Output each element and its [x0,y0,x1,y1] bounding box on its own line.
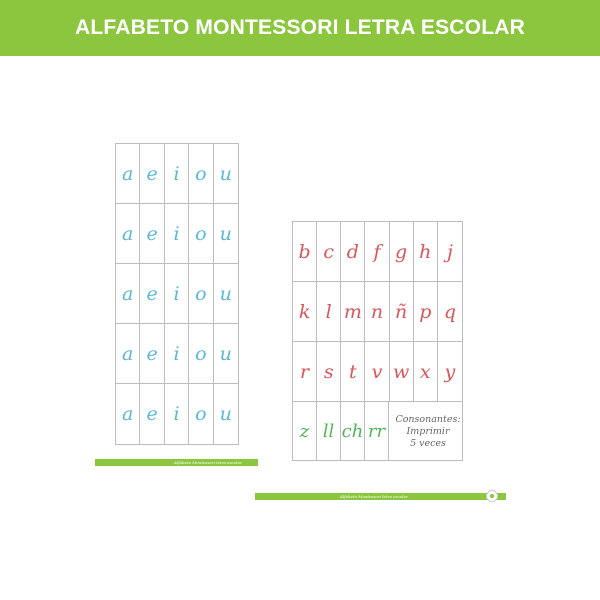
title-banner [0,0,600,56]
vowel-card: i [165,204,189,264]
vowel-card: e [140,264,164,324]
digraph-card: ll [317,402,341,460]
consonant-card: c [317,222,341,282]
vowel-card: e [140,144,164,204]
print-instructions-line: Imprimir [406,426,450,437]
consonant-card: x [414,342,438,402]
page-title: ALFABETO MONTESSORI LETRA ESCOLAR [75,16,525,39]
vowel-card: e [140,204,164,264]
vowel-card: o [189,264,213,324]
vowel-card: a [116,144,140,204]
consonant-card: m [341,282,365,342]
print-instructions-line: Consonantes: [395,414,461,425]
consonant-card: h [414,222,438,282]
vowel-card: a [116,264,140,324]
consonant-card: v [365,342,389,402]
consonant-card: d [341,222,365,282]
consonant-card: k [293,282,317,342]
vowel-card: a [116,324,140,384]
vowel-card: u [214,144,238,204]
print-instructions [393,414,463,450]
vowel-card: o [189,204,213,264]
vowel-grid [116,144,238,444]
vowel-card: u [219,403,232,425]
vowel-sheet [115,143,239,445]
sheet-footer-caption: Alfabeto Montessori letra escolar [340,494,408,499]
vowel-card: e [140,384,164,444]
consonant-card: f [365,222,389,282]
vowel-card: i [165,144,189,204]
consonant-card: j [438,222,462,282]
digraph-card: rr [365,402,389,460]
vowel-card: a [116,204,140,264]
digraph-card: z [293,402,317,460]
consonant-card: w [390,342,414,402]
consonant-card: g [390,222,414,282]
vowel-card: o [189,384,213,444]
consonant-card: q [438,282,462,342]
vowel-card: u [214,264,238,324]
print-instructions-line: 5 veces [410,438,446,449]
consonant-card: s [317,342,341,402]
vowel-card: i [165,324,189,384]
consonant-card: l [317,282,341,342]
consonant-card: r [293,342,317,402]
vowel-card: e [140,324,164,384]
consonant-card: b [293,222,317,282]
digraph-row [293,402,389,460]
consonant-card: p [414,282,438,342]
consonant-card: ñ [390,282,414,342]
vowel-card: a [116,384,140,444]
vowel-card: u [214,324,238,384]
vowel-card: o [189,144,213,204]
vowel-card: u [214,204,238,264]
sheet-footer-caption: Alfabeto Montessori letra escolar [174,460,242,465]
consonant-card: t [341,342,365,402]
consonant-card: n [365,282,389,342]
logo-icon [486,490,498,502]
consonant-card: y [438,342,462,402]
vowel-card: o [189,324,213,384]
consonant-grid [293,222,462,402]
consonant-sheet [292,221,463,461]
digraph-card: ch [341,402,365,460]
vowel-card: i [165,264,189,324]
vowel-card: i [165,384,189,444]
